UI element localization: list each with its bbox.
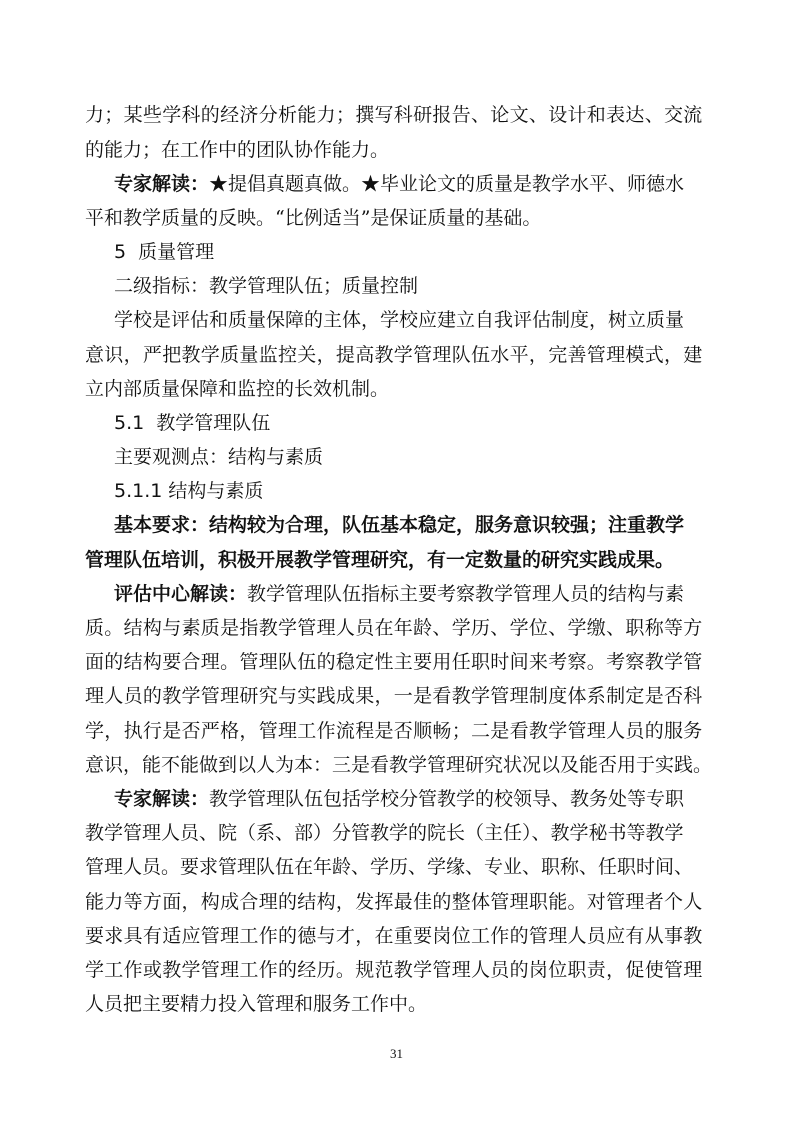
text-line: 管理人员。要求管理队伍在年龄、学历、学缘、专业、职称、任职时间、: [85, 856, 694, 878]
text-line: 学工作或教学管理工作的经历。规范教学管理人员的岗位职责，促使管理: [85, 959, 703, 981]
eval-center-line: [114, 581, 725, 607]
page-number: 31: [390, 1046, 403, 1061]
section-heading: 5 质量管理: [114, 241, 215, 263]
eval-center-text: 教学管理队伍指标主要考察教学管理人员的结构与素: [247, 583, 685, 605]
text-line: 意识，能不能做到以人为本：三是看教学管理研究状况以及能否用于实践。: [85, 754, 713, 776]
text-line: 面的结构要合理。管理队伍的稳定性主要用任职时间来考察。考察教学管: [85, 651, 703, 673]
text-line: 意识，严把教学质量监控关，提高教学管理队伍水平，完善管理模式，建: [85, 344, 703, 366]
text-line: 能力等方面，构成合理的结构，发挥最佳的整体管理职能。对管理者个人: [85, 891, 703, 913]
secondary-indicators: 二级指标：教学管理队伍；质量控制: [114, 275, 419, 297]
basic-requirements: 管理队伍培训，积极开展教学管理研究，有一定数量的研究实践成果。: [85, 549, 675, 571]
text-line: 学，执行是否严格，管理工作流程是否顺畅；二是看教学管理人员的服务: [85, 720, 703, 742]
eval-center-label: 评估中心解读：: [114, 583, 248, 605]
text-line: 的能力；在工作中的团队协作能力。: [85, 139, 390, 161]
text-line: 质。结构与素质是指教学管理人员在年龄、学历、学位、学缴、职称等方: [85, 617, 703, 639]
text-line: 平和教学质量的反映。“比例适当”是保证质量的基础。: [85, 207, 542, 229]
text-line: 教学管理人员、院（系、部）分管教学的院长（主任）、教学秘书等教学: [85, 822, 684, 844]
text-line: 要求具有适应管理工作的德与才，在重要岗位工作的管理人员应有从事教: [85, 925, 703, 947]
text-line: 力；某些学科的经济分析能力；撰写科研报告、论文、设计和表达、交流: [85, 104, 703, 126]
text-line: 立内部质量保障和监控的长效机制。: [85, 378, 390, 400]
observation-point: 主要观测点：结构与素质: [114, 446, 324, 468]
subsubsection-heading: 5.1.1 结构与素质: [114, 480, 264, 502]
basic-requirements: 基本要求：结构较为合理，队伍基本稳定，服务意识较强；注重教学: [114, 514, 685, 536]
expert-commentary-label: 专家解读：: [114, 173, 210, 195]
expert-commentary-text: 教学管理队伍包括学校分管教学的校领导、教务处等专职: [209, 788, 685, 810]
subsection-heading: 5.1 教学管理队伍: [114, 412, 271, 434]
text-line: 理人员的教学管理研究与实践成果，一是看教学管理制度体系制定是否科: [85, 685, 703, 707]
expert-commentary-line: [114, 786, 725, 812]
text-line: 人员把主要精力投入管理和服务工作中。: [85, 993, 428, 1015]
expert-commentary-line: [114, 171, 725, 197]
expert-commentary-label: 专家解读：: [114, 788, 210, 810]
text-line: 学校是评估和质量保障的主体，学校应建立自我评估制度，树立质量: [114, 309, 685, 331]
expert-commentary-text: ★提倡真题真做。★毕业论文的质量是教学水平、师德水: [209, 173, 685, 195]
